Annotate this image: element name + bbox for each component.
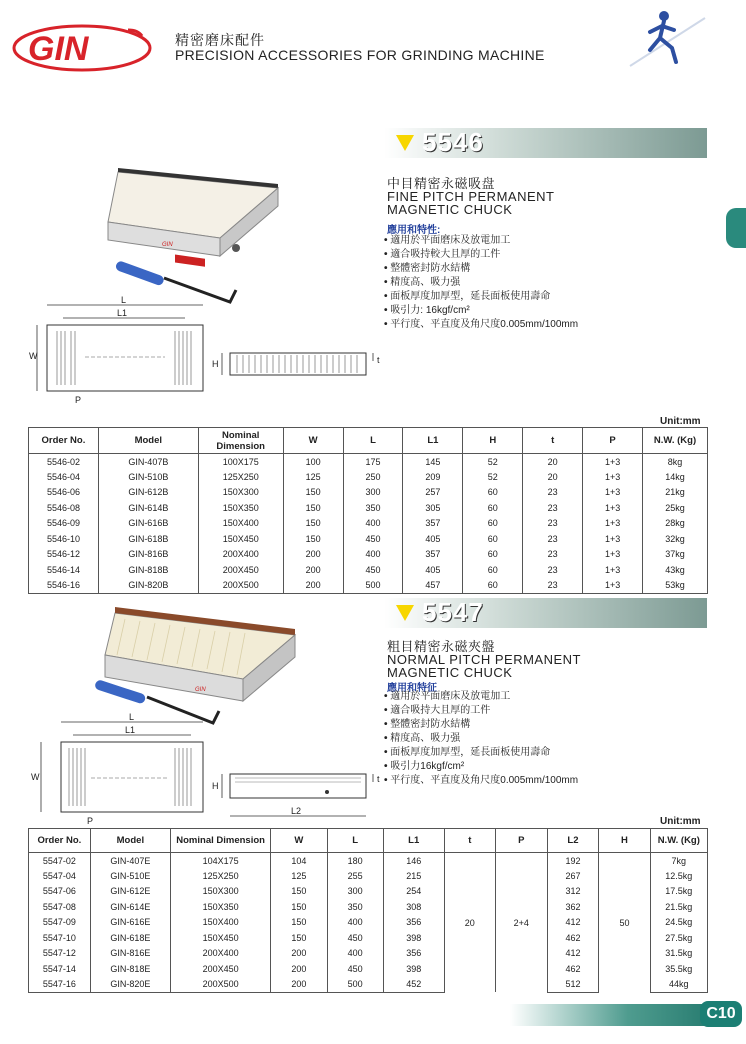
table-cell: 60 [463,578,523,594]
table-cell: 462 [547,930,599,946]
table-cell: 412 [547,946,599,962]
table-cell: 23 [523,500,583,516]
table-cell: 5546-04 [29,469,99,485]
col-header: Nominal Dimension [170,829,270,853]
table-cell: 8kg [643,454,708,470]
col-header: L1 [383,829,444,853]
table-cell: GIN-407B [98,454,198,470]
col-header: N.W. (Kg) [643,428,708,454]
table-cell: 100 [283,454,343,470]
feature-item: • 適合吸持大且厚的工件 [384,704,578,718]
table-row [29,454,708,470]
table-cell: 1+3 [583,485,643,501]
table-cell: 200 [283,547,343,563]
feature-item: • 吸引力: 16kgf/cm² [384,304,578,318]
table-cell: 200 [271,977,327,993]
footer-band [510,1004,706,1026]
table-cell: 53kg [643,578,708,594]
table-cell: 32kg [643,531,708,547]
table-cell: 5547-10 [29,930,91,946]
table-cell: 356 [383,915,444,931]
table-cell: 5546-12 [29,547,99,563]
table-cell: 192 [547,853,599,869]
table-cell: 17.5kg [650,884,707,900]
feature-item: • 整體密封防水結構 [384,262,578,276]
col-header: P [583,428,643,454]
table-cell: 150 [283,531,343,547]
table-cell: 457 [403,578,463,594]
dim-label-L: L [129,712,135,722]
dim-label-L: L [121,295,127,305]
table-cell: 200 [283,562,343,578]
table-row [29,485,708,501]
table-cell: 200 [271,946,327,962]
dim-label-W: W [31,772,40,782]
table-cell: 350 [343,500,403,516]
col-header: Order No. [29,829,91,853]
table-cell: 60 [463,500,523,516]
dim-label-t: t [377,774,380,784]
section-5547-title: 5547 [422,597,484,627]
table-cell: 398 [383,930,444,946]
feature-item: • 面板厚度加厚型，延長面板使用壽命 [384,290,578,304]
table-cell: 44kg [650,977,707,993]
product-5546-features-label: 應用和特性: [387,225,441,236]
table-cell: 215 [383,868,444,884]
table-cell: 5547-12 [29,946,91,962]
table-cell: 362 [547,899,599,915]
table-cell: 405 [403,562,463,578]
table-cell: 150 [271,915,327,931]
table-row [29,578,708,594]
table-cell: 5546-16 [29,578,99,594]
product-5547-title-cn: 粗目精密永磁夾盤 [387,639,496,654]
table-cell: GIN-614E [90,899,170,915]
table-cell: 23 [523,516,583,532]
table-cell: 150 [271,899,327,915]
table-cell: 5547-08 [29,899,91,915]
table-cell: 150 [283,500,343,516]
table-cell: 300 [327,884,383,900]
table-cell: 20 [523,469,583,485]
product-5546-title-en-1: FINE PITCH PERMANENT [387,189,555,204]
col-header: L1 [403,428,463,454]
table-cell: 400 [327,946,383,962]
table-cell: 35.5kg [650,961,707,977]
col-header: P [495,829,547,853]
table-cell: GIN-818B [98,562,198,578]
runner-icon [620,6,710,71]
table-cell: 400 [327,915,383,931]
table-cell: 24.5kg [650,915,707,931]
section-5546-title: 5546 [422,127,484,157]
feature-item: • 吸引力16kgf/cm² [384,760,578,774]
table-cell: 450 [327,930,383,946]
table-cell: 60 [463,516,523,532]
feature-item: • 適用於平面磨床及放電加工 [384,690,578,704]
table-cell: 23 [523,547,583,563]
table-cell: 150 [271,930,327,946]
table-cell-t: 20 [444,853,495,993]
col-header: L [343,428,403,454]
table-cell: 31.5kg [650,946,707,962]
dim-label-L1: L1 [117,308,128,318]
triangle-marker-icon [396,605,414,621]
table-cell: 125 [271,868,327,884]
table-cell: 5546-14 [29,562,99,578]
table-cell: 150X300 [198,485,283,501]
table-cell: GIN-407E [90,853,170,869]
table-cell: 25kg [643,500,708,516]
table-cell: 5546-06 [29,485,99,501]
chuck-5547-label: GIN [195,687,206,693]
table-cell: 452 [383,977,444,993]
table-cell: 180 [327,853,383,869]
table-cell: 150X400 [170,915,270,931]
table-cell: 150 [271,884,327,900]
table-cell: 398 [383,961,444,977]
table-cell: 52 [463,454,523,470]
table-cell: 400 [343,516,403,532]
product-5546-title-cn: 中目精密永磁吸盘 [387,176,496,191]
table-cell: 5547-02 [29,853,91,869]
table-cell: 200X400 [170,946,270,962]
side-tab [726,208,746,248]
table-row [29,531,708,547]
table-cell: GIN-612E [90,884,170,900]
col-header: H [463,428,523,454]
table-cell: 150X450 [198,531,283,547]
table-cell: 500 [343,578,403,594]
table-cell: 412 [547,915,599,931]
header-title-cn: 精密磨床配件 [175,32,265,48]
table-cell: GIN-614B [98,500,198,516]
feature-item: • 面板厚度加厚型，延長面板使用壽命 [384,746,578,760]
feature-item: • 精度高、吸力强 [384,732,578,746]
col-header: W [271,829,327,853]
table-cell: 254 [383,884,444,900]
table-cell: 209 [403,469,463,485]
col-header: W [283,428,343,454]
table-cell: 150 [283,485,343,501]
table-cell: 21.5kg [650,899,707,915]
table-cell: 512 [547,977,599,993]
spec-table-5546-body [29,454,708,594]
dim-label-L1: L1 [125,725,136,735]
table-row [29,853,708,869]
table-cell: 145 [403,454,463,470]
table-cell: 500 [327,977,383,993]
table-cell: 125X250 [198,469,283,485]
table-cell: 200X500 [198,578,283,594]
table-cell: 1+3 [583,578,643,594]
table-cell: 305 [403,500,463,516]
table-cell: 150X350 [170,899,270,915]
table-cell: 250 [343,469,403,485]
table-cell: 267 [547,868,599,884]
table-cell: 12.5kg [650,868,707,884]
table-cell: GIN-612B [98,485,198,501]
table-cell: 5547-09 [29,915,91,931]
table-cell: 37kg [643,547,708,563]
table-cell: GIN-816B [98,547,198,563]
product-5547-title-en-2: MAGNETIC CHUCK [387,665,513,680]
logo-text: GIN [28,30,89,68]
gin-logo [10,22,160,72]
spec-table-5546 [28,427,708,594]
table-cell-p: 2+4 [495,853,547,993]
page-number: C10 [700,1001,742,1027]
table-cell: 27.5kg [650,930,707,946]
table-cell: 60 [463,547,523,563]
col-header: H [599,829,650,853]
col-header: L2 [547,829,599,853]
table-cell: 1+3 [583,531,643,547]
table-cell: 20 [523,454,583,470]
table-cell: 5546-09 [29,516,99,532]
table-cell: 356 [383,946,444,962]
table-cell: 300 [343,485,403,501]
spec-table-5547 [28,828,708,993]
table-cell: 1+3 [583,547,643,563]
product-5546-title-en-2: MAGNETIC CHUCK [387,202,513,217]
product-5547-features-label: 應用和特征 [387,683,437,694]
unit-label-5547: Unit:mm [660,816,701,827]
table-cell: 28kg [643,516,708,532]
col-header: t [444,829,495,853]
table-cell: 357 [403,516,463,532]
diagram-5546 [25,295,395,407]
table-cell: 104 [271,853,327,869]
table-cell: 308 [383,899,444,915]
dim-label-H: H [212,359,219,369]
table-cell: 43kg [643,562,708,578]
table-cell: 200 [283,578,343,594]
table-cell: 23 [523,578,583,594]
table-cell: 150X400 [198,516,283,532]
table-cell: 312 [547,884,599,900]
dim-label-W: W [29,351,38,361]
table-cell: 5546-08 [29,500,99,516]
table-cell: 357 [403,547,463,563]
feature-item: • 平行度、平直度及角尺度0.005mm/100mm [384,774,578,788]
table-cell-h: 50 [599,853,650,993]
table-cell: 1+3 [583,562,643,578]
table-cell: 5546-10 [29,531,99,547]
table-cell: 21kg [643,485,708,501]
col-header: L [327,829,383,853]
table-cell: 405 [403,531,463,547]
table-cell: 150X350 [198,500,283,516]
table-cell: 7kg [650,853,707,869]
table-cell: 400 [343,547,403,563]
table-cell: 5547-06 [29,884,91,900]
table-cell: GIN-618B [98,531,198,547]
table-cell: 52 [463,469,523,485]
table-cell: 14kg [643,469,708,485]
table-cell: GIN-616B [98,516,198,532]
dim-label-P: P [75,395,82,405]
table-cell: 1+3 [583,454,643,470]
table-row [29,562,708,578]
feature-item: • 適用於平面磨床及放電加工 [384,234,578,248]
col-header: t [523,428,583,454]
table-cell: 5547-04 [29,868,91,884]
col-header: Order No. [29,428,99,454]
table-cell: 146 [383,853,444,869]
table-cell: 200 [271,961,327,977]
table-cell: 255 [327,868,383,884]
triangle-marker-icon [396,135,414,151]
table-cell: 200X500 [170,977,270,993]
table-cell: GIN-616E [90,915,170,931]
feature-item: • 平行度、平直度及角尺度0.005mm/100mm [384,318,578,332]
table-cell: 1+3 [583,516,643,532]
dim-label-P: P [87,816,94,826]
table-cell: 100X175 [198,454,283,470]
table-row [29,500,708,516]
dim-label-H: H [212,781,219,791]
chuck-5546-label: GIN [162,242,173,248]
unit-label-5546: Unit:mm [660,416,701,427]
table-cell: 5546-02 [29,454,99,470]
col-header: Model [98,428,198,454]
table-cell: 150X300 [170,884,270,900]
diagram-5547 [25,712,395,828]
product-5547-features [384,690,578,788]
feature-item: • 精度高、吸力强 [384,276,578,290]
dim-label-L2: L2 [291,806,302,816]
table-cell: 450 [327,961,383,977]
table-cell: 200X400 [198,547,283,563]
table-cell: GIN-818E [90,961,170,977]
table-cell: 150X450 [170,930,270,946]
table-cell: 350 [327,899,383,915]
table-cell: 1+3 [583,469,643,485]
table-cell: GIN-816E [90,946,170,962]
table-cell: 200X450 [198,562,283,578]
table-cell: 200X450 [170,961,270,977]
table-cell: 125 [283,469,343,485]
table-cell: GIN-510B [98,469,198,485]
spec-table-5547-body [29,853,708,993]
table-cell: 23 [523,562,583,578]
feature-item: • 適合吸持較大且厚的工件 [384,248,578,262]
table-cell: 175 [343,454,403,470]
product-5547-title-en-1: NORMAL PITCH PERMANENT [387,652,581,667]
table-cell: 23 [523,531,583,547]
col-header: Model [90,829,170,853]
product-5546-features [384,234,578,332]
feature-item: • 整體密封防水結構 [384,718,578,732]
table-cell: GIN-510E [90,868,170,884]
table-cell: 450 [343,531,403,547]
table-cell: 462 [547,961,599,977]
table-cell: 1+3 [583,500,643,516]
table-cell: 60 [463,531,523,547]
table-cell: 23 [523,485,583,501]
table-cell: GIN-820E [90,977,170,993]
col-header: Nominal Dimension [198,428,283,454]
header-title-en: PRECISION ACCESSORIES FOR GRINDING MACHINE [175,47,545,63]
table-cell: GIN-820B [98,578,198,594]
table-cell: 125X250 [170,868,270,884]
table-cell: 450 [343,562,403,578]
table-cell: 104X175 [170,853,270,869]
table-row [29,469,708,485]
table-row [29,547,708,563]
table-cell: 60 [463,485,523,501]
table-cell: 5547-16 [29,977,91,993]
table-row [29,516,708,532]
table-cell: 257 [403,485,463,501]
table-cell: 5547-14 [29,961,91,977]
dim-label-t: t [377,355,380,365]
table-cell: 60 [463,562,523,578]
table-cell: 150 [283,516,343,532]
col-header: N.W. (Kg) [650,829,707,853]
table-cell: GIN-618E [90,930,170,946]
